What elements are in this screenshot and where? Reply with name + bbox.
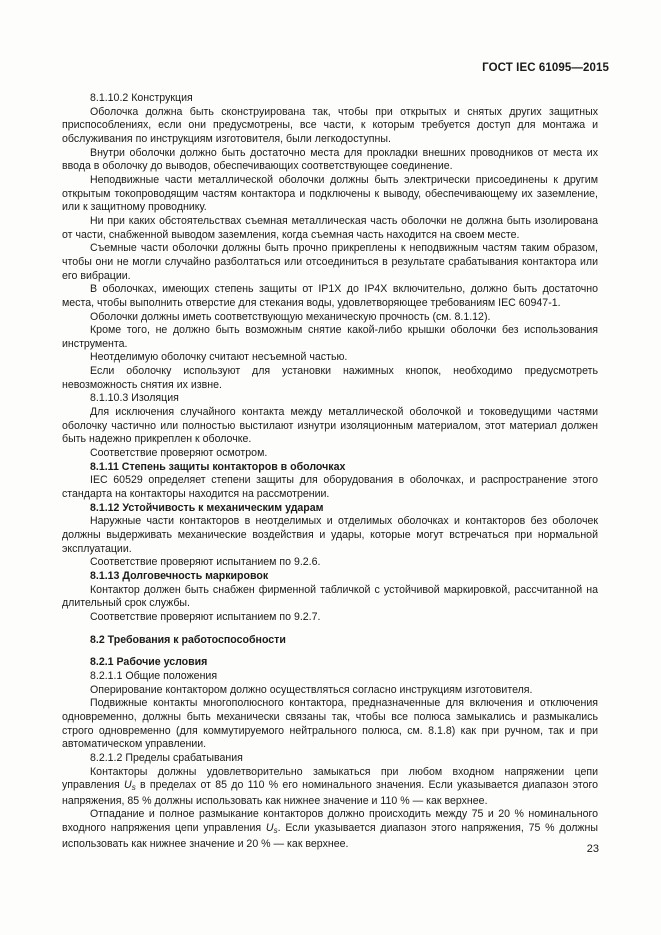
paragraph: Соответствие проверяют испытанием по 9.2.7. [90, 610, 321, 623]
paragraph-operating-limits [62, 766, 598, 809]
voltage-subscript: s [273, 826, 278, 836]
paragraph: Соответствие проверяют испытанием по 9.2.6. [90, 556, 321, 569]
paragraph: Неотделимую оболочку считают несъемной частью. [90, 351, 348, 364]
voltage-symbol: U [124, 779, 132, 792]
paragraph: Оперирование контактором должно осуществляться согласно инструкциям изготовителя. [90, 683, 533, 696]
section-heading-8-1-10-3: 8.1.10.3 Изоляция [90, 392, 179, 405]
paragraph-dropout-limits [62, 808, 598, 851]
section-heading-8-2-1: 8.2.1 Рабочие условия [90, 656, 208, 669]
page-content [62, 92, 598, 851]
paragraph: Внутри оболочки должно быть достаточно места для прокладки внешних проводников от места их ввода в оболочку до выводов, обеспечивающих соответствующее соединение. [62, 146, 598, 173]
paragraph: Оболочки должны иметь соответствующую механическую прочность (см. 8.1.12). [90, 310, 491, 323]
page-number: 23 [586, 843, 599, 855]
paragraph: Кроме того, не должно быть возможным снятие какой-либо крышки оболочки без использования инструмента. [62, 324, 598, 350]
section-heading-8-1-11: 8.1.11 Степень защиты контакторов в оболочках [90, 460, 346, 473]
section-heading-8-2-1-2: 8.2.1.2 Пределы срабатывания [90, 751, 243, 764]
text-fragment: в пределах от 85 до 110 % его номинального значения. Если указывается диапазон этого напряжения, 85 % должны использовать как нижнее значение и 110 % — как верхнее. [62, 779, 599, 807]
section-heading-8-2-1-1: 8.2.1.1 Общие положения [90, 669, 218, 682]
paragraph: Подвижные контакты многополюсного контактора, предназначенные для включения и отключения одновременно, должны быть механически связаны так, чтобы все полюса замыкались и размыкались строго одновременно (для коммутируемого нейтрального полюса, см. 8.1.8) как при ручном, так и при автоматическом управлении. [62, 697, 598, 751]
paragraph: Оболочка должна быть сконструирована так, чтобы при открытых и снятых других защитных приспособлениях, если они предусмотрены, все части, к которым требуется доступ для монтажа и обслуживания по инструкциям изготовителя, были легкодоступны. [62, 105, 598, 145]
paragraph: Для исключения случайного контакта между металлической оболочкой и токоведущими частями оболочку частично или полностью выстилают изнутри изоляционным материалом, этот материал должен быть надежно прикреплен к оболочке. [62, 406, 598, 446]
paragraph: Съемные части оболочки должны быть прочно прикреплены к неподвижным частям таким образом, чтобы они не могли случайно разболтаться или отсоединиться в результате срабатывания контактора или его вибрации. [62, 242, 598, 282]
paragraph: Ни при каких обстоятельствах съемная металлическая часть оболочки не должна быть изолирована от части, снабженной выводом заземления, когда съемная часть находится на своем месте. [62, 214, 598, 241]
section-heading-8-1-13: 8.1.13 Долговечность маркировок [90, 569, 269, 582]
paragraph: Неподвижные части металлической оболочки должны быть электрически присоединены к другим открытым токопроводящим частям контактора и подключены к выводу, обеспечивающему их заземление, или к защитному проводнику. [62, 173, 598, 214]
section-heading-8-2: 8.2 Требования к работоспособности [90, 633, 286, 646]
paragraph: Наружные части контакторов в неотделимых и отделимых оболочках и контакторов без оболочек должны выдерживать механические воздействия и удары, которые могут встречаться при нормальной эксплуатации. [62, 515, 598, 555]
standard-header: ГОСТ IEC 61095—2015 [482, 62, 609, 74]
paragraph: В оболочках, имеющих степень защиты от IP1X до IP4X включительно, должно быть достаточно места, чтобы выполнить отверстие для стекания воды, удовлетворяющее требованиям IEC 60947-1. [62, 283, 598, 309]
paragraph: Соответствие проверяют осмотром. [90, 447, 268, 460]
section-heading-8-1-10-2: 8.1.10.2 Конструкция [90, 92, 193, 104]
text-fragment: . Если указывается диапазон этого напряжения, 75 % должны использовать как нижнее значение и 20 % — как верхнее. [62, 822, 598, 850]
text-fragment: Отпадание и полное размыкание контакторов должно происходить между 75 и 20 % номинального входного напряжения цепи управления [62, 808, 598, 835]
paragraph: IEC 60529 определяет степени защиты для оборудования в оболочках, и распространение этого стандарта на контакторы находится на рассмотрении. [62, 474, 598, 501]
section-heading-8-1-12: 8.1.12 Устойчивость к механическим ударам [90, 501, 324, 514]
paragraph: Если оболочку используют для установки нажимных кнопок, необходимо предусмотреть невозможность снятия их извне. [62, 365, 598, 391]
voltage-symbol: U [265, 822, 274, 835]
voltage-subscript: s [131, 783, 136, 793]
paragraph: Контактор должен быть снабжен фирменной табличкой с устойчивой маркировкой, рассчитанной на длительный срок службы. [62, 583, 598, 610]
text-fragment: Контакторы должны удовлетворительно замыкаться при любом входном напряжении цепи управления [62, 765, 598, 792]
